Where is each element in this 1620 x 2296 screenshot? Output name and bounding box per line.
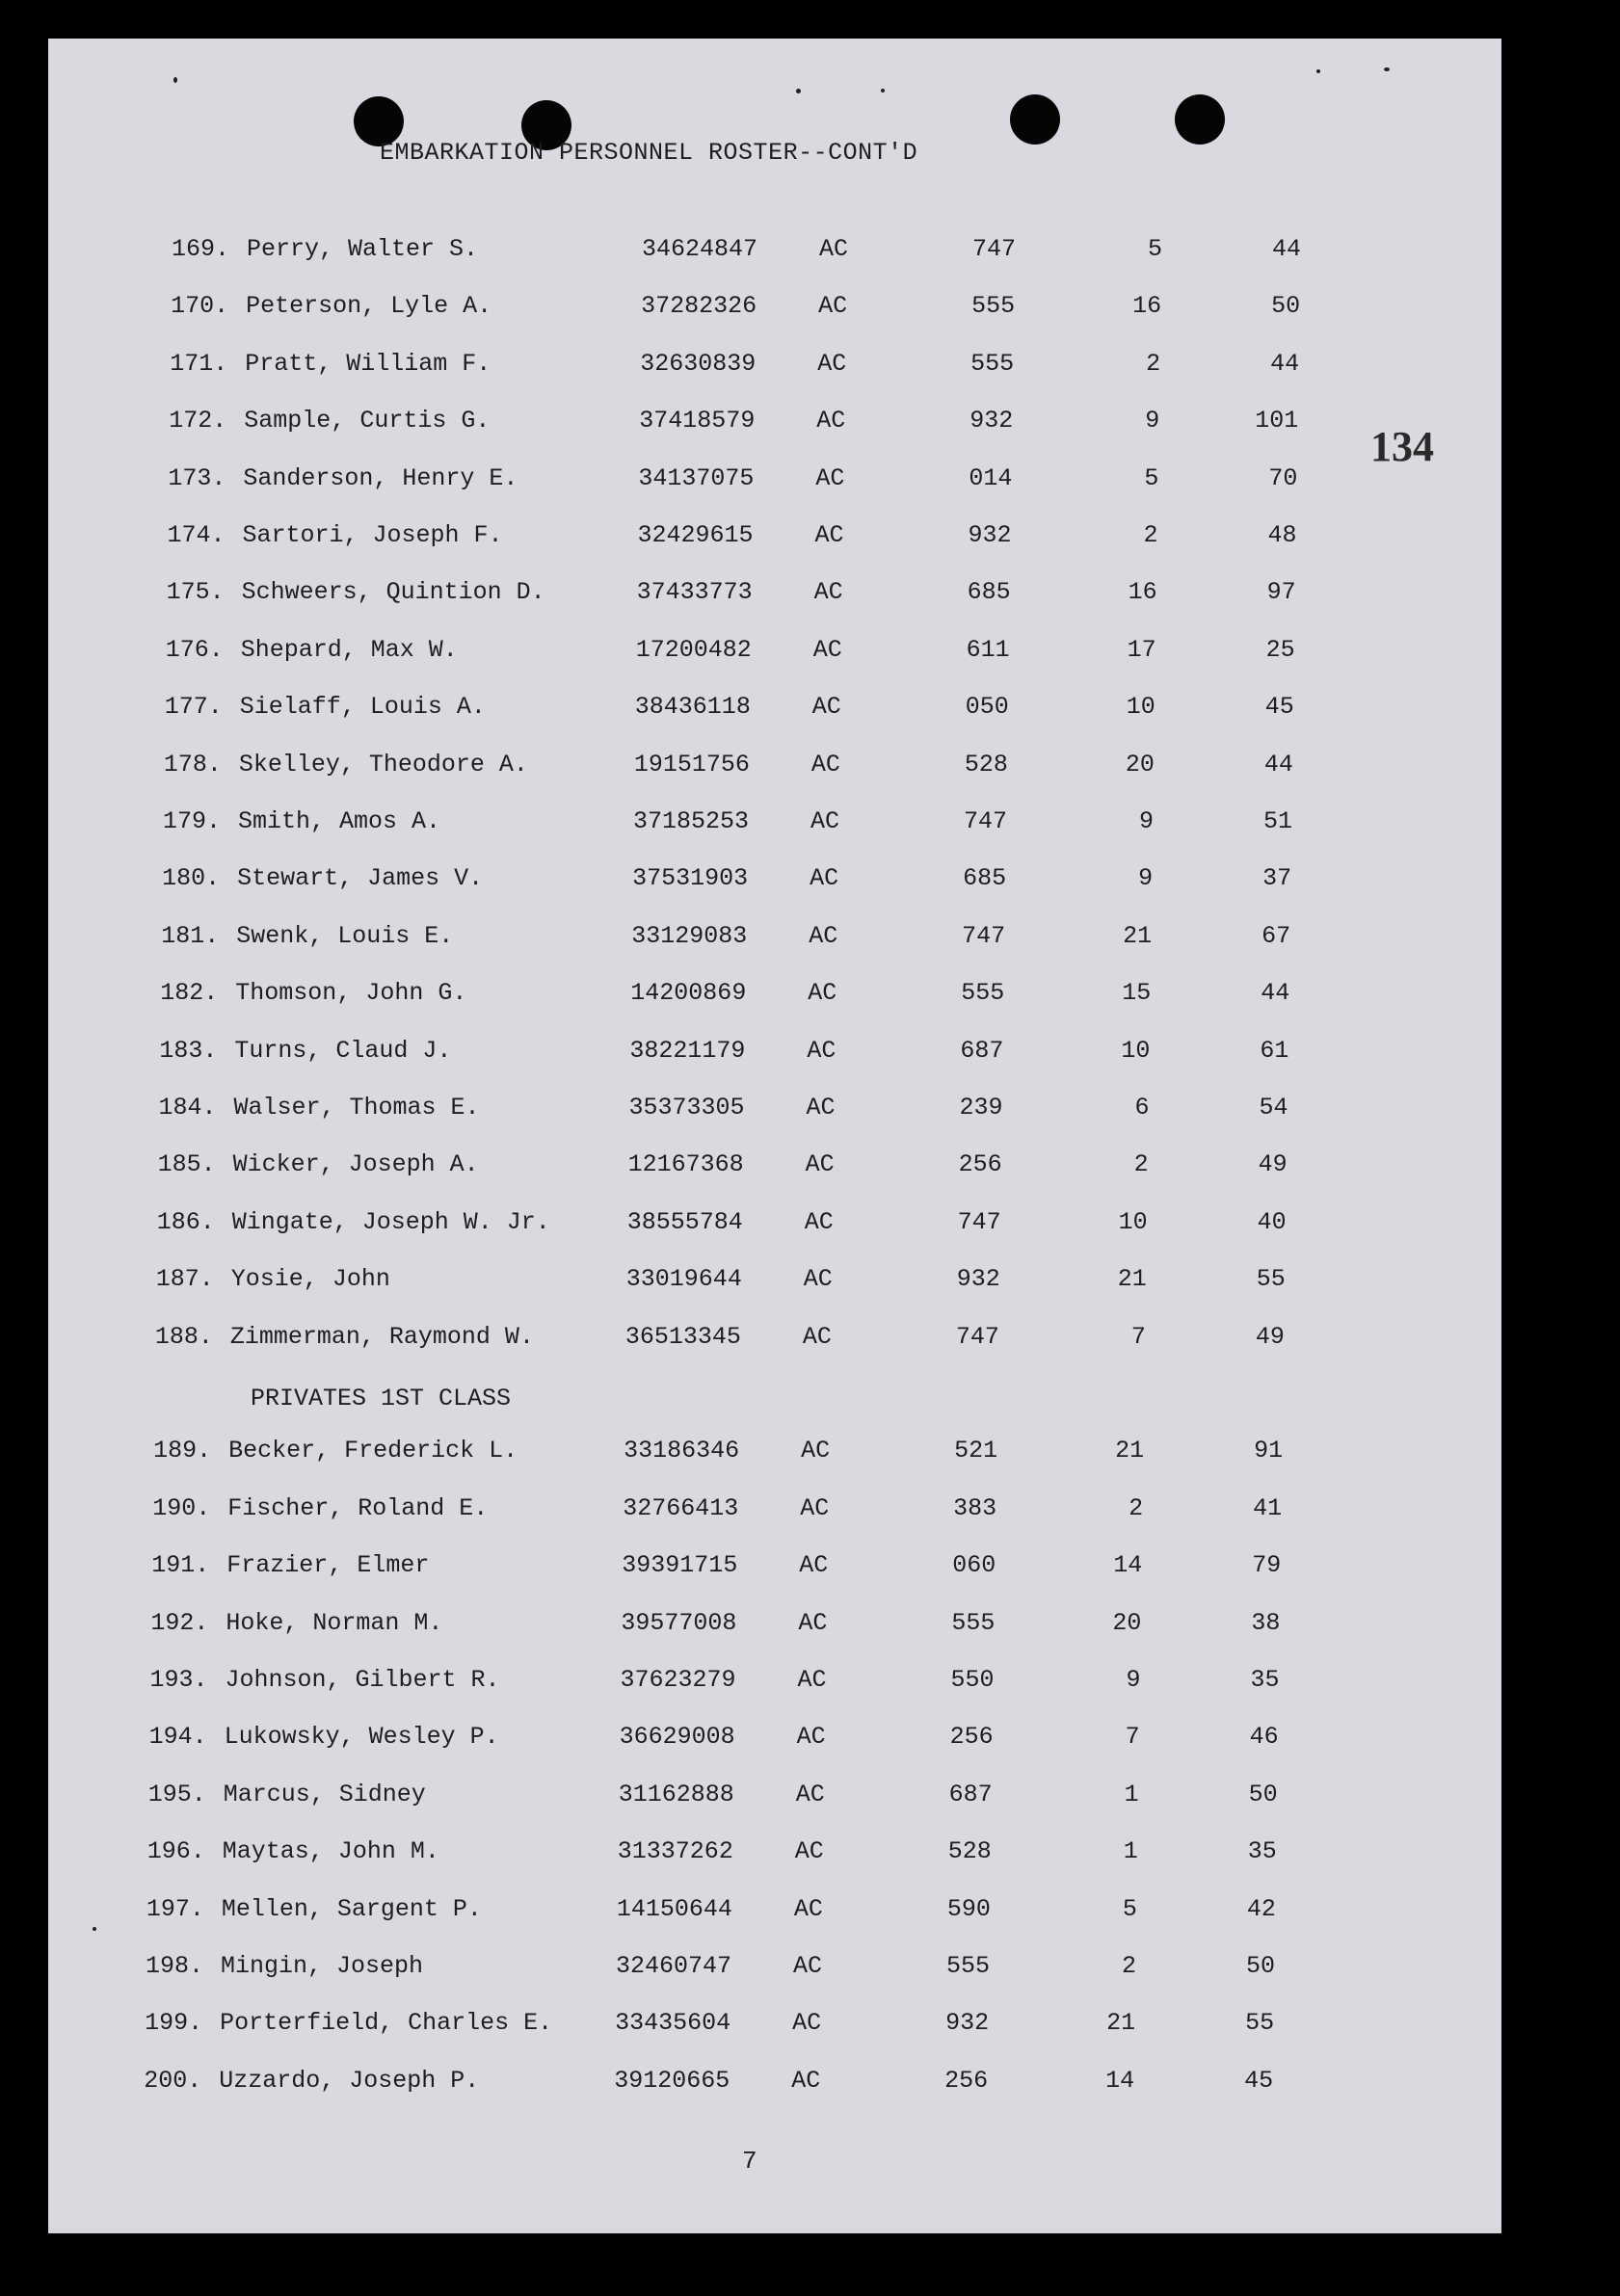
age-cell: 50: [1248, 1780, 1278, 1808]
age-cell: 67: [1261, 921, 1291, 950]
table-row: [145, 2009, 1301, 2047]
branch-cell: AC: [803, 1265, 833, 1294]
table-row: [150, 1609, 1307, 1648]
row-number: 186.: [156, 1207, 215, 1236]
row-number: 176.: [165, 635, 224, 664]
row-number: 191.: [151, 1551, 210, 1580]
age-cell: 50: [1245, 1952, 1275, 1980]
months-cell: 17: [1127, 635, 1156, 664]
mos-cell: 550: [950, 1666, 995, 1694]
name-cell: Sanderson, Henry E.: [243, 463, 518, 492]
age-cell: 79: [1252, 1551, 1282, 1580]
row-number: 175.: [166, 578, 225, 607]
serial-number-cell: 32630839: [640, 349, 757, 378]
table-row: [152, 1494, 1309, 1533]
months-cell: 21: [1115, 1437, 1145, 1465]
mos-cell: 687: [948, 1780, 993, 1808]
serial-number-cell: 12167368: [627, 1150, 744, 1179]
branch-cell: AC: [795, 1780, 825, 1808]
row-number: 180.: [162, 864, 221, 893]
page-number: 7: [742, 2147, 757, 2176]
name-cell: Thomson, John G.: [235, 979, 467, 1008]
age-cell: 41: [1253, 1493, 1283, 1522]
row-number: 190.: [152, 1493, 211, 1522]
months-cell: 9: [1138, 807, 1154, 835]
serial-number-cell: 35373305: [628, 1094, 745, 1122]
age-cell: 38: [1251, 1608, 1281, 1637]
table-row: [144, 2067, 1300, 2105]
speck: [881, 89, 885, 92]
speck: [796, 89, 801, 93]
mos-cell: 747: [963, 807, 1007, 835]
months-cell: 5: [1122, 1894, 1137, 1923]
months-cell: 7: [1130, 1322, 1146, 1351]
branch-cell: AC: [796, 1723, 826, 1752]
months-cell: 9: [1138, 864, 1154, 893]
serial-number-cell: 14150644: [616, 1894, 732, 1923]
branch-cell: AC: [813, 578, 843, 607]
serial-number-cell: 39120665: [614, 2066, 730, 2095]
age-cell: 35: [1247, 1837, 1277, 1866]
branch-cell: AC: [810, 864, 839, 893]
row-number: 198.: [146, 1952, 204, 1980]
serial-number-cell: 19151756: [633, 750, 750, 779]
serial-number-cell: 31162888: [618, 1780, 734, 1808]
age-cell: 42: [1246, 1894, 1276, 1923]
branch-cell: AC: [799, 1551, 829, 1580]
months-cell: 2: [1121, 1952, 1136, 1980]
branch-cell: AC: [809, 921, 838, 950]
months-cell: 5: [1144, 463, 1159, 492]
mos-cell: 521: [954, 1437, 998, 1465]
name-cell: Swenk, Louis E.: [236, 921, 454, 950]
months-cell: 9: [1126, 1666, 1141, 1694]
name-cell: Sielaff, Louis A.: [239, 693, 486, 722]
row-number: 171.: [170, 349, 228, 378]
table-row: [166, 636, 1322, 674]
branch-cell: AC: [797, 1666, 827, 1694]
name-cell: Perry, Walter S.: [247, 235, 479, 263]
mos-cell: 555: [951, 1608, 996, 1637]
name-cell: Skelley, Theodore A.: [238, 750, 528, 779]
mos-cell: 528: [947, 1837, 992, 1866]
serial-number-cell: 32460747: [616, 1952, 732, 1980]
branch-cell: AC: [805, 1150, 835, 1179]
branch-cell: AC: [801, 1437, 831, 1465]
age-cell: 50: [1271, 292, 1301, 321]
branch-cell: AC: [806, 1094, 836, 1122]
row-number: 194.: [148, 1723, 207, 1752]
serial-number-cell: 36629008: [619, 1723, 735, 1752]
age-cell: 45: [1244, 2066, 1274, 2095]
mos-cell: 383: [953, 1493, 997, 1522]
mos-cell: 685: [967, 578, 1011, 607]
row-number: 184.: [158, 1094, 217, 1122]
table-row: [164, 751, 1320, 789]
name-cell: Sartori, Joseph F.: [242, 521, 503, 549]
age-cell: 45: [1264, 693, 1294, 722]
age-cell: 37: [1262, 864, 1292, 893]
mos-cell: 747: [971, 235, 1016, 263]
row-number: 200.: [144, 2066, 202, 2095]
months-cell: 2: [1129, 1493, 1144, 1522]
age-cell: 49: [1255, 1322, 1285, 1351]
mos-cell: 932: [956, 1265, 1000, 1294]
mos-cell: 528: [964, 750, 1008, 779]
row-number: 188.: [154, 1322, 213, 1351]
table-row: [169, 407, 1325, 445]
months-cell: 10: [1126, 693, 1155, 722]
mos-cell: 256: [944, 2066, 989, 2095]
table-row: [165, 693, 1321, 731]
age-cell: 70: [1268, 463, 1298, 492]
months-cell: 5: [1147, 235, 1162, 263]
serial-number-cell: 36513345: [624, 1322, 741, 1351]
mos-cell: 747: [955, 1322, 999, 1351]
serial-number-cell: 33186346: [624, 1437, 740, 1465]
serial-number-cell: 37418579: [639, 407, 756, 435]
branch-cell: AC: [802, 1322, 832, 1351]
serial-number-cell: 17200482: [635, 635, 752, 664]
mos-cell: 555: [961, 979, 1005, 1008]
table-row: [150, 1666, 1307, 1704]
months-cell: 10: [1121, 1036, 1151, 1065]
months-cell: 1: [1123, 1837, 1138, 1866]
name-cell: Mingin, Joseph: [221, 1952, 424, 1980]
document-page: [48, 39, 1501, 2233]
months-cell: 2: [1146, 349, 1161, 378]
months-cell: 15: [1122, 979, 1152, 1008]
mos-cell: 932: [945, 2009, 990, 2038]
age-cell: 61: [1260, 1036, 1289, 1065]
months-cell: 16: [1128, 578, 1157, 607]
branch-cell: AC: [808, 979, 837, 1008]
age-cell: 55: [1245, 2009, 1275, 2038]
name-cell: Shepard, Max W.: [240, 635, 458, 664]
row-number: 197.: [146, 1894, 204, 1923]
speck: [173, 77, 177, 83]
row-number: 172.: [169, 407, 227, 435]
table-row: [147, 1837, 1304, 1876]
serial-number-cell: 37623279: [620, 1666, 736, 1694]
months-cell: 2: [1143, 521, 1158, 549]
age-cell: 54: [1259, 1094, 1288, 1122]
table-row: [155, 1323, 1312, 1361]
row-number: 169.: [172, 235, 230, 263]
months-cell: 14: [1113, 1551, 1143, 1580]
stamped-page-number: 134: [1370, 423, 1434, 470]
row-number: 185.: [157, 1150, 216, 1179]
mos-cell: 747: [962, 921, 1006, 950]
months-cell: 6: [1134, 1094, 1150, 1122]
branch-cell: AC: [791, 2066, 821, 2095]
table-row: [159, 1094, 1315, 1132]
serial-number-cell: 34624847: [642, 235, 758, 263]
branch-cell: AC: [793, 1894, 823, 1923]
branch-cell: AC: [817, 349, 847, 378]
mos-cell: 611: [966, 635, 1010, 664]
branch-cell: AC: [810, 807, 840, 835]
page-title: EMBARKATION PERSONNEL ROSTER--CONT'D: [380, 139, 918, 167]
age-cell: 49: [1258, 1150, 1288, 1179]
branch-cell: AC: [792, 2009, 822, 2038]
branch-cell: AC: [812, 635, 842, 664]
name-cell: Sample, Curtis G.: [244, 407, 491, 435]
name-cell: Zimmerman, Raymond W.: [229, 1322, 534, 1351]
table-row: [149, 1723, 1306, 1761]
months-cell: 7: [1125, 1723, 1140, 1752]
mos-cell: 239: [959, 1094, 1003, 1122]
table-row: [162, 864, 1318, 903]
serial-number-cell: 38436118: [634, 693, 751, 722]
name-cell: Stewart, James V.: [237, 864, 484, 893]
speck: [1384, 67, 1390, 71]
age-cell: 46: [1249, 1723, 1279, 1752]
branch-cell: AC: [811, 693, 841, 722]
name-cell: Porterfield, Charles E.: [220, 2009, 553, 2038]
row-number: 187.: [155, 1265, 214, 1294]
name-cell: Uzzardo, Joseph P.: [219, 2066, 480, 2095]
name-cell: Pratt, William F.: [245, 349, 491, 378]
name-cell: Wicker, Joseph A.: [232, 1150, 479, 1179]
table-row: [157, 1208, 1314, 1247]
table-row: [156, 1265, 1313, 1304]
serial-number-cell: 37433773: [636, 578, 753, 607]
age-cell: 101: [1255, 407, 1299, 435]
punch-hole: [1175, 94, 1225, 145]
branch-cell: AC: [819, 235, 849, 263]
mos-cell: 060: [952, 1551, 996, 1580]
table-row: [158, 1150, 1315, 1189]
row-number: 195.: [147, 1780, 206, 1808]
mos-cell: 555: [970, 349, 1015, 378]
months-cell: 21: [1117, 1265, 1147, 1294]
name-cell: Frazier, Elmer: [226, 1551, 430, 1580]
age-cell: 51: [1262, 807, 1292, 835]
mos-cell: 932: [968, 521, 1012, 549]
table-row: [168, 521, 1324, 560]
months-cell: 2: [1133, 1150, 1149, 1179]
mos-cell: 014: [969, 463, 1013, 492]
mos-cell: 687: [960, 1036, 1004, 1065]
table-row: [151, 1551, 1308, 1590]
branch-cell: AC: [794, 1837, 824, 1866]
speck: [1316, 69, 1320, 73]
age-cell: 44: [1270, 349, 1300, 378]
branch-cell: AC: [793, 1952, 823, 1980]
table-row: [153, 1437, 1310, 1475]
section-heading: PRIVATES 1ST CLASS: [251, 1385, 512, 1412]
age-cell: 25: [1265, 635, 1295, 664]
name-cell: Johnson, Gilbert R.: [225, 1666, 500, 1694]
table-row: [146, 1895, 1303, 1934]
name-cell: Yosie, John: [230, 1265, 390, 1294]
months-cell: 20: [1112, 1608, 1142, 1637]
row-number: 196.: [146, 1837, 205, 1866]
table-row: [170, 350, 1326, 388]
months-cell: 21: [1123, 921, 1153, 950]
age-cell: 44: [1271, 235, 1301, 263]
age-cell: 48: [1267, 521, 1297, 549]
serial-number-cell: 38555784: [626, 1207, 743, 1236]
branch-cell: AC: [807, 1036, 837, 1065]
mos-cell: 050: [965, 693, 1009, 722]
serial-number-cell: 37282326: [641, 292, 757, 321]
mos-cell: 256: [958, 1150, 1002, 1179]
mos-cell: 256: [949, 1723, 994, 1752]
branch-cell: AC: [818, 292, 848, 321]
name-cell: Becker, Frederick L.: [228, 1437, 518, 1465]
table-row: [159, 1037, 1315, 1075]
age-cell: 35: [1250, 1666, 1280, 1694]
age-cell: 44: [1263, 750, 1293, 779]
row-number: 181.: [161, 921, 220, 950]
name-cell: Wingate, Joseph W. Jr.: [231, 1207, 550, 1236]
mos-cell: 555: [971, 292, 1016, 321]
row-number: 192.: [150, 1608, 209, 1637]
age-cell: 44: [1261, 979, 1290, 1008]
mos-cell: 685: [963, 864, 1007, 893]
branch-cell: AC: [800, 1493, 830, 1522]
months-cell: 16: [1132, 292, 1162, 321]
name-cell: Smith, Amos A.: [238, 807, 441, 835]
branch-cell: AC: [810, 750, 840, 779]
row-number: 174.: [167, 521, 226, 549]
serial-number-cell: 34137075: [638, 463, 755, 492]
name-cell: Fischer, Roland E.: [227, 1493, 489, 1522]
table-row: [161, 922, 1317, 961]
row-number: 177.: [164, 693, 223, 722]
table-row: [160, 979, 1316, 1017]
branch-cell: AC: [815, 463, 845, 492]
months-cell: 9: [1145, 407, 1160, 435]
months-cell: 14: [1105, 2066, 1135, 2095]
row-number: 183.: [159, 1036, 218, 1065]
table-row: [148, 1781, 1305, 1819]
name-cell: Marcus, Sidney: [223, 1780, 426, 1808]
serial-number-cell: 33129083: [631, 921, 748, 950]
serial-number-cell: 37531903: [632, 864, 749, 893]
branch-cell: AC: [814, 521, 844, 549]
row-number: 199.: [145, 2009, 203, 2038]
name-cell: Walser, Thomas E.: [233, 1094, 480, 1122]
name-cell: Hoke, Norman M.: [226, 1608, 443, 1637]
row-number: 179.: [163, 807, 222, 835]
serial-number-cell: 14200869: [630, 979, 747, 1008]
speck: [93, 1927, 96, 1931]
table-row: [167, 578, 1323, 617]
serial-number-cell: 33019644: [625, 1265, 742, 1294]
age-cell: 91: [1254, 1437, 1284, 1465]
branch-cell: AC: [798, 1608, 828, 1637]
name-cell: Schweers, Quintion D.: [241, 578, 545, 607]
mos-cell: 590: [946, 1894, 991, 1923]
age-cell: 40: [1257, 1207, 1287, 1236]
name-cell: Lukowsky, Wesley P.: [224, 1723, 499, 1752]
mos-cell: 555: [945, 1952, 990, 1980]
row-number: 182.: [160, 979, 219, 1008]
name-cell: Turns, Claud J.: [234, 1036, 452, 1065]
name-cell: Mellen, Sargent P.: [221, 1894, 482, 1923]
serial-number-cell: 39577008: [621, 1608, 737, 1637]
serial-number-cell: 39391715: [622, 1551, 738, 1580]
serial-number-cell: 33435604: [615, 2009, 731, 2038]
mos-cell: 747: [957, 1207, 1001, 1236]
months-cell: 1: [1124, 1780, 1139, 1808]
row-number: 173.: [168, 463, 226, 492]
serial-number-cell: 31337262: [617, 1837, 733, 1866]
punch-hole: [1010, 94, 1060, 145]
serial-number-cell: 38221179: [629, 1036, 746, 1065]
months-cell: 10: [1118, 1207, 1148, 1236]
serial-number-cell: 32766413: [623, 1493, 739, 1522]
age-cell: 55: [1256, 1265, 1286, 1294]
table-row: [168, 464, 1324, 503]
table-row: [146, 1952, 1302, 1991]
row-number: 193.: [149, 1666, 208, 1694]
months-cell: 20: [1125, 750, 1155, 779]
name-cell: Maytas, John M.: [222, 1837, 439, 1866]
age-cell: 97: [1266, 578, 1296, 607]
row-number: 178.: [163, 750, 222, 779]
branch-cell: AC: [816, 407, 846, 435]
table-row: [172, 235, 1328, 274]
branch-cell: AC: [804, 1207, 834, 1236]
mos-cell: 932: [969, 407, 1014, 435]
months-cell: 21: [1106, 2009, 1136, 2038]
name-cell: Peterson, Lyle A.: [246, 292, 492, 321]
table-row: [171, 292, 1327, 330]
serial-number-cell: 37185253: [633, 807, 750, 835]
table-row: [163, 807, 1319, 846]
serial-number-cell: 32429615: [637, 521, 754, 549]
row-number: 189.: [153, 1437, 212, 1465]
row-number: 170.: [171, 292, 229, 321]
